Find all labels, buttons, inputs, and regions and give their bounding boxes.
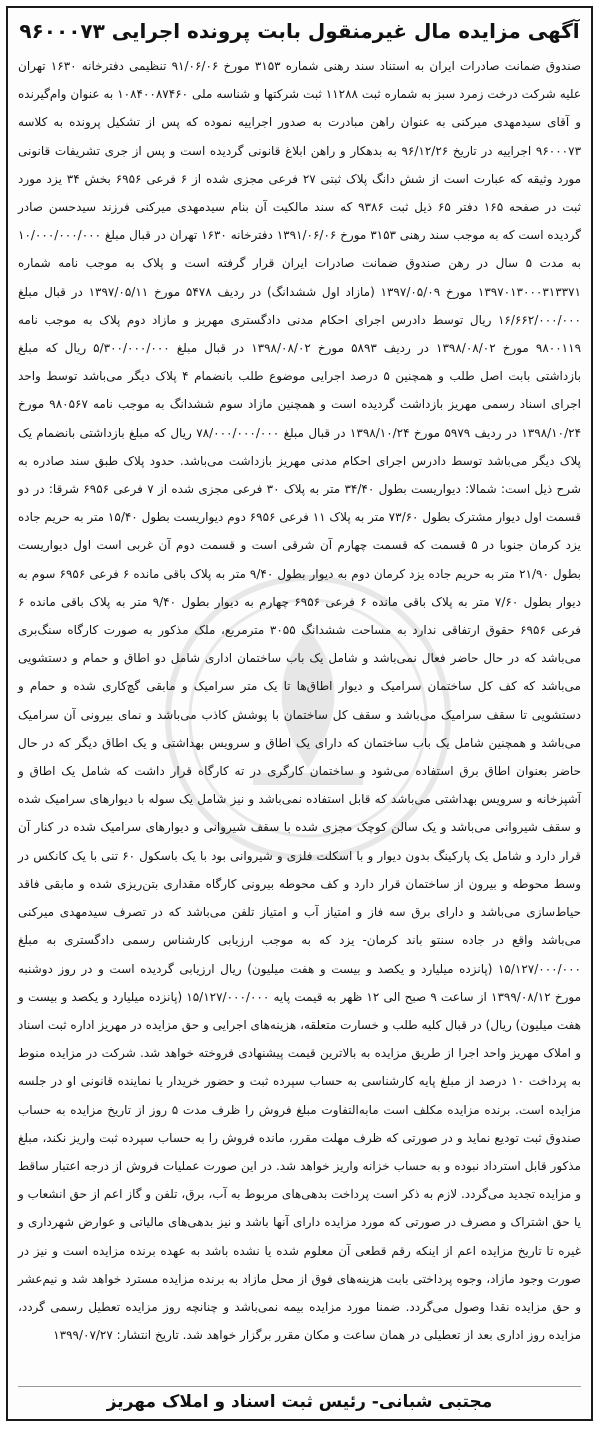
notice-body (18, 52, 581, 1349)
notice-body-paragraph: صندوق ضمانت صادرات ایران به استناد سند رهنی شماره ۳۱۵۳ مورخ ۹۱/۰۶/۰۶ تنظیمی دفترخانه ۱۶۳۰ تهران علیه شرکت درخت زمرد سبز به شماره ثبت ۱۱۲۸۸ ثبت شرکتها و شناسه ملی ۱۰۸۴۰۰۸۷۴۶۰ به عنوان وام‌گیرنده و آقای سیدمهدی میرکنی به عنوان راهن مبادرت به صدور اجراییه نموده که پس از تشکیل پرونده به کلاسه ۹۶۰۰۰۷۳ اجراییه در تاریخ ۹۶/۱۲/۲۶ به بدهکار و راهن ابلاغ قانونی گردیده است و پس از جری تشریفات قانونی مورد وثیقه که عبارت است از شش دانگ پلاک ثبتی ۲۷ فرعی مجزی شده از ۶ فرعی ۶۹۵۶ بخش ۳۴ یزد مورد ثبت در صفحه ۱۶۵ دفتر ۶۵ ذیل ثبت ۹۳۸۶ که سند مالکیت آن بنام سیدمهدی میرکنی فرزند سیدحسن صادر گردیده است که به موجب سند رهنی ۳۱۵۳ مورخ ۱۳۹۱/۰۶/۰۶ دفترخانه ۱۶۳۰ تهران در قبال مبلغ ۱۰/۰۰۰/۰۰۰/۰۰۰ به مدت ۵ سال در رهن صندوق ضمانت صادرات ایران قرار گرفته است و پلاک به موجب نامه شماره ۱۳۹۷۰۱۳۰۰۰۳۱۳۳۷۱ مورخ ۱۳۹۷/۰۵/۰۹ (مازاد اول ششدانگ) در ردیف ۵۴۷۸ مورخ ۱۳۹۷/۰۵/۱۱ در قبال مبلغ ۱۶/۶۶۲/۰۰۰/۰۰۰ ریال توسط دادرس اجرای احکام مدنی دادگستری مهریز و مازاد دوم پلاک به موجب نامه ۹۸۰۰۱۱۹ مورخ ۱۳۹۸/۰۸/۰۲ در ردیف ۵۸۹۳ مورخ ۱۳۹۸/۰۸/۰۲ در قبال مبلغ ۵/۳۰۰/۰۰۰/۰۰۰ ریال که مبلغ بازداشتی بابت اصل طلب و همچنین ۵ درصد اجرایی موضوع طلب بانضمام ۴ پلاک دیگر می‌باشد توسط واحد اجرای اسناد رسمی مهریز بازداشت گردیده است و همچنین مازاد سوم ششدانگ به موجب نامه ۹۸۰۵۶۷ مورخ ۱۳۹۸/۱۰/۲۴ در ردیف ۵۹۷۹ مورخ ۱۳۹۸/۱۰/۲۴ در قبال مبلغ ۷۸/۰۰۰/۰۰۰/۰۰۰ ریال که مبلغ بازداشتی بانضمام یک پلاک دیگر می‌باشد توسط دادرس اجرای احکام مدنی مهریز بازداشت می‌باشد. حدود پلاک طبق سند صادره به شرح ذیل است: شمالا: دیواریست بطول ۳۴/۴۰ متر به پلاک ۳۰ فرعی مجزی شده از ۷ فرعی ۶۹۵۶ شرقا: در دو قسمت اول دیوار مشترک بطول ۷۳/۶۰ متر به پلاک ۱۱ فرعی ۶۹۵۶ دوم دیواریست بطول ۱۵/۴۰ متر به حریم جاده یزد کرمان جنوبا در ۵ قسمت که قسمت چهارم آن شرقی است و قسمت دوم آن غربی است اول دیواریست بطول ۲۱/۹۰ متر به حریم جاده یزد کرمان دوم به دیوار بطول ۹/۴۰ متر به پلاک باقی مانده ۶ فرعی ۶۹۵۶ سوم به دیوار بطول ۷/۶۰ متر به پلاک باقی مانده ۶ فرعی ۶۹۵۶ چهارم به دیوار بطول ۹/۴۰ متر به پلاک باقی مانده ۶ فرعی ۶۹۵۶ حقوق ارتفاقی ندارد به مساحت ششدانگ ۳۰۵۵ مترمربع، ملک مذکور به صورت کارگاه سنگ‌بری می‌باشد که در حال حاضر فعال نمی‌باشد و شامل یک باب ساختمان اداری شامل دو اطاق و حمام و دستشویی می‌باشد که کف کل ساختمان سرامیک و دیوار اطاق‌ها تا یک متر سرامیک و مابقی گچ‌کاری شده و حمام و دستشویی تا سقف سرامیک می‌باشد و سقف کل ساختمان با پوشش کاذب می‌باشد و نمای بیرونی آن سرامیک می‌باشد و همچنین شامل یک باب ساختمان که دارای یک اطاق و سرویس بهداشتی و یک اطاق دیگر که در حال حاضر بعنوان اطاق برق استفاده می‌شود و ساختمان کارگری در ته کارگاه قرار داشت که شامل یک اطاق و آشپزخانه و سرویس بهداشتی می‌باشد که قابل استفاده نمی‌باشد و نیز شامل یک سوله با دیوارهای سرامیک شده و سقف شیروانی می‌باشد و یک سالن کوچک مجزی شده با سقف شیروانی و دیوارهای سرامیک شده در کنار آن قرار دارد و شامل یک پارکینگ بدون دیوار و با اسکلت فلزی و شیروانی بود با یک باسکول ۶۰ تنی با یک کانکس در وسط محوطه و بیرون از ساختمان قرار دارد و کف محوطه بیرونی کارگاه مقداری بتن‌ریزی شده و مابقی فاقد حیاط‌سازی می‌باشد و دارای برق سه فاز و امتیاز آب و امتیاز تلفن می‌باشد که در تصرف سیدمهدی میرکنی می‌باشد واقع در جاده سنتو باند کرمان- یزد که به موجب ارزیابی کارشناس رسمی دادگستری به مبلغ ۱۵/۱۲۷/۰۰۰/۰۰۰ (پانزده میلیارد و یکصد و بیست و هفت میلیون) ریال ارزیابی گردیده است و در روز دوشنبه مورخ ۱۳۹۹/۰۸/۱۲ از ساعت ۹ صبح الی ۱۲ ظهر به قیمت پایه ۱۵/۱۲۷/۰۰۰/۰۰۰ (پانزده میلیارد و یکصد و بیست و هفت میلیون) ریال) در قبال کلیه طلب و خسارت متعلقه، هزینه‌های اجرایی و حق مزایده در مهریز اداره ثبت اسناد و املاک مهریز واحد اجرا از طریق مزایده به بالاترین قیمت پیشنهادی فروخته خواهد شد. شرکت در مزایده منوط به پرداخت ۱۰ درصد از مبلغ پایه کارشناسی به حساب سپرده ثبت و حضور خریدار یا نماینده قانونی او در جلسه مزایده است. برنده مزایده مکلف است مابه‌التفاوت مبلغ فروش را ظرف مدت ۵ روز از تاریخ مزایده به حساب صندوق ثبت تودیع نماید و در صورتی که ظرف مهلت مقرر، مانده فروش را به حساب سپرده ثبت واریز نکند، مبلغ مذکور قابل استرداد نبوده و به حساب خزانه واریز خواهد شد. در این صورت عملیات فروش از درجه اعتبار ساقط و مزایده تجدید می‌گردد. لازم به ذکر است پرداخت بدهی‌های مربوط به آب، برق، تلفن و گاز اعم از حق انشعاب و یا حق اشتراک و مصرف در صورتی که مورد مزایده دارای آنها باشد و نیز بدهی‌های مالیاتی و عوارض شهرداری و غیره تا تاریخ مزایده اعم از اینکه رقم قطعی آن معلوم شده یا نشده باشد به عهده برنده مزایده است و نیز در صورت وجود مازاد، وجوه پرداختی بابت هزینه‌های فوق از محل مازاد به برنده مزایده مسترد خواهد شد و نیم‌عشر و حق مزایده نقدا وصول می‌گردد. ضمنا مورد مزایده بیمه نمی‌باشد و چنانچه روز مزایده تعطیل رسمی گردد، مزایده روز اداری بعد از تعطیلی در همان ساعت و مکان مقرر برگزار خواهد شد. تاریخ انتشار: ۱۳۹۹/۰۷/۲۷ (18, 59, 582, 1343)
notice-frame (6, 6, 593, 1421)
notice-title: آگهی مزایده مال غیرمنقول بابت پرونده اجرایی ۹۶۰۰۰۷۳ (19, 19, 580, 43)
notice-signature: مجتبی شبانی- رئیس ثبت اسناد و املاک مهریز (18, 1386, 581, 1415)
